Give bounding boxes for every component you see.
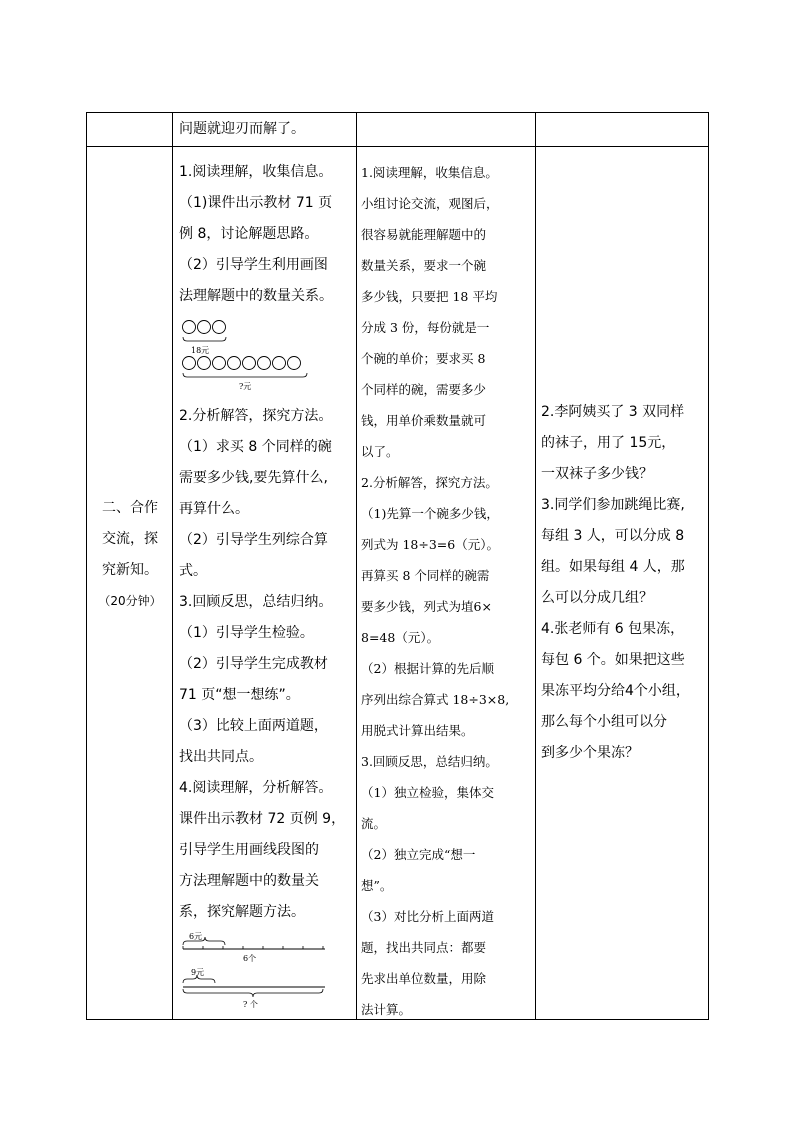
student-line: 8=48（元）。 (361, 630, 440, 645)
teacher-line: （1)课件出示教材 71 页 (179, 195, 333, 211)
student-line: 以了。 (361, 444, 399, 459)
teacher-line: 再算什么。 (179, 501, 249, 517)
top-row-text: 问题就迎刃而解了。 (179, 121, 305, 137)
student-line: 序列出综合算式 18÷3×8, (361, 692, 510, 707)
student-line: 题，找出共同点：都要 (361, 940, 487, 955)
teacher-line: 法理解题中的数量关系。 (179, 288, 333, 304)
student-line: 3.回顾反思，总结归纳。 (361, 754, 498, 769)
exercise-line: 组。如果每组 4 人，那 (541, 559, 685, 575)
bottom-brace (183, 373, 307, 377)
student-line: 数量关系，要求一个碗 (361, 258, 487, 273)
student-line: 列式为 18÷3=6（元）。 (361, 537, 499, 552)
teacher-activities (173, 153, 355, 312)
student-line: 再算买 8 个同样的碗需 (361, 568, 490, 583)
student-line: （3）对比分析上面两道 (361, 909, 494, 924)
student-line: （2）独立完成“想一 (361, 847, 476, 862)
teacher-line: 2.分析解答，探究方法。 (179, 408, 333, 424)
bottom-circles (183, 357, 301, 370)
student-line: 用脱式计算出结果。 (361, 723, 474, 738)
circle-top-label: 18元 (191, 346, 210, 355)
exercise-line: 果冻平均分给4个小组， (541, 683, 690, 699)
teacher-line: 课件出示教材 72 页例 9， (179, 811, 346, 827)
line-top-brace-label: 6元 (189, 932, 203, 941)
lesson-table (86, 112, 709, 1020)
exercise-line: 么可以分成几组？ (541, 590, 653, 606)
student-line: 1.阅读理解，收集信息。 (361, 165, 498, 180)
exercise-line: 到多少个果冻？ (541, 745, 639, 761)
exercise-line: 4.张老师有 6 包果冻， (541, 621, 685, 637)
exercise-line: 每组 3 人，可以分成 8 (541, 528, 685, 544)
student-line: 2.分析解答，探究方法。 (361, 475, 498, 490)
teacher-line: 引导学生用画线段图的 (179, 842, 319, 858)
student-line: （1)先算一个碗多少钱， (361, 506, 499, 521)
line-bottom-brace-label: 9元 (191, 968, 205, 977)
diagram-circle (228, 357, 241, 370)
diagram-circle (213, 321, 226, 334)
line-bottom-label: ? 个 (243, 1000, 258, 1009)
student-line: （1）独立检验，集体交 (361, 785, 494, 800)
exercise-line: 2.李阿姨买了 3 双同样 (541, 404, 685, 420)
diagram-circle (273, 357, 286, 370)
section-title-line: 二、合作 (102, 500, 158, 516)
teacher-activities-cont (173, 397, 355, 928)
teacher-line: （2）引导学生完成教材 (179, 656, 328, 672)
row-divider (87, 146, 708, 147)
section-title-line: 究新知。 (102, 562, 158, 578)
exercise-line: 每包 6 个。如果把这些 (541, 652, 685, 668)
diagram-circle (183, 321, 196, 334)
circle-bottom-label: ?元 (239, 382, 252, 391)
student-line: 法计算。 (361, 1002, 412, 1017)
exercise-line: 那么每个小组可以分 (541, 714, 667, 730)
diagram-circle (258, 357, 271, 370)
diagram-circle (198, 321, 211, 334)
teacher-line: 4.阅读理解，分析解答。 (179, 780, 333, 796)
teacher-line: 3.回顾反思，总结归纳。 (179, 594, 333, 610)
teacher-line: （2）引导学生利用画图 (179, 257, 328, 273)
teacher-line: （1）求买 8 个同样的碗 (179, 439, 332, 455)
bottom-total-brace (183, 989, 323, 997)
student-line: 很容易就能理解题中的 (361, 227, 487, 242)
student-line: 钱，用单价乘数量就可 (361, 413, 487, 428)
student-line: 先求出单位数量，用除 (361, 971, 487, 986)
teacher-line: 系，探究解题方法。 (179, 904, 305, 920)
line-top-label: 6个 (243, 954, 257, 963)
exercise-column (535, 397, 710, 769)
diagram-circle (213, 357, 226, 370)
student-line: 多少钱，只要把 18 平均 (361, 289, 498, 304)
exercise-line: 的袜子，用了 15元， (541, 435, 676, 451)
teacher-line: （2）引导学生列综合算 (179, 532, 328, 548)
student-line: 要多少钱，列式为埴6× (361, 599, 492, 614)
student-line: 分成 3 份，每份就是一 (361, 320, 490, 335)
line-segment-diagram (179, 931, 329, 1011)
diagram-circle (198, 357, 211, 370)
teacher-line: 式。 (179, 563, 207, 579)
teacher-line: 找出共同点。 (179, 749, 263, 765)
student-line: 个同样的碗，需要多少 (361, 382, 487, 397)
teacher-line: 方法理解题中的数量关 (179, 873, 319, 889)
diagram-circle (288, 357, 301, 370)
top-brace (183, 337, 226, 341)
section-title-line: 交流，探 (102, 531, 158, 547)
section-title-line: （20分钟） (98, 594, 162, 608)
student-activities (355, 153, 535, 1025)
teacher-line: 71 页“想一想练”。 (179, 687, 300, 703)
student-line: 流。 (361, 816, 387, 831)
exercise-line: 一双袜子多少钱？ (541, 466, 653, 482)
student-line: 小组讨论交流，观图后， (361, 196, 499, 211)
circle-diagram (179, 313, 319, 393)
top-circles (183, 321, 226, 334)
teacher-line: 例 8，讨论解题思路。 (179, 226, 319, 242)
teacher-line: 需要多少钱,要先算什么, (179, 470, 328, 486)
student-line: 想”。 (361, 878, 393, 893)
diagram-circle (243, 357, 256, 370)
diagram-circle (183, 357, 196, 370)
exercise-line: 3.同学们参加跳绳比赛, (541, 497, 685, 513)
teacher-line: 1.阅读理解，收集信息。 (179, 164, 333, 180)
teacher-line: （3）比较上面两道题， (179, 718, 328, 734)
section-title (87, 493, 173, 617)
student-line: （2）根据计算的先后顺 (361, 661, 494, 676)
student-line: 个碗的单价；要求买 8 (361, 351, 486, 366)
teacher-line: （1）引导学生检验。 (179, 625, 314, 641)
